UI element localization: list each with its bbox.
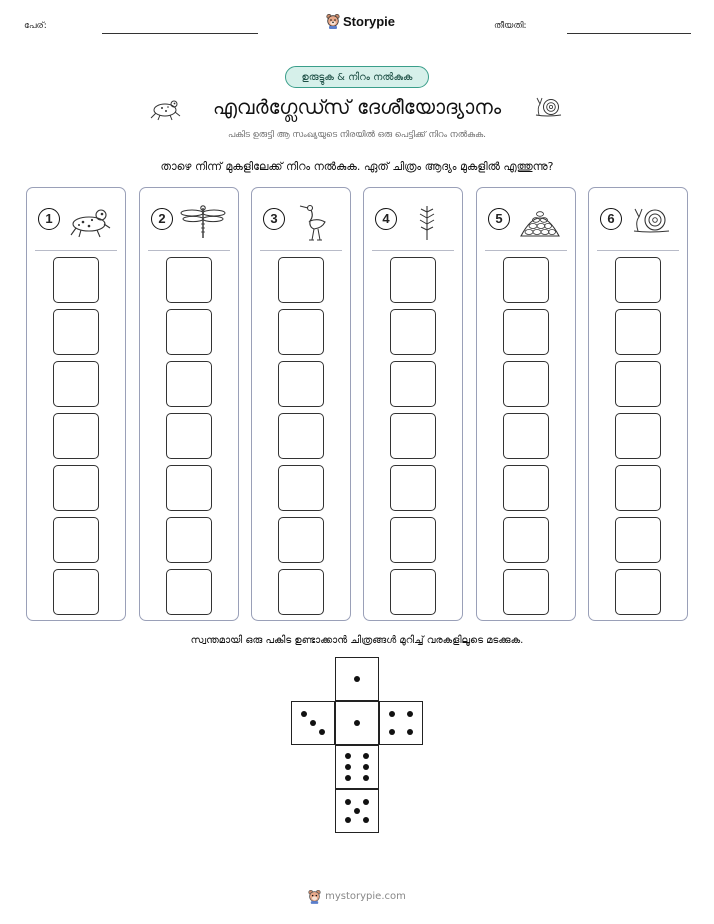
column-number: 6 [600, 208, 622, 230]
subtitle: പകിട ഉരുട്ടി ആ സംഖ്യയുടെ നിരയിൽ ഒരു പെട്ടിക്ക് നിറം നൽകുക. [228, 130, 486, 140]
color-box[interactable] [615, 413, 661, 459]
color-box[interactable] [503, 361, 549, 407]
color-box[interactable] [278, 413, 324, 459]
color-box[interactable] [166, 413, 212, 459]
brand-name: Storypie [343, 13, 396, 29]
die-face-lower [335, 745, 379, 789]
column-number: 1 [38, 208, 60, 230]
column-6 [588, 187, 688, 621]
frog-icon [67, 200, 113, 242]
color-box[interactable] [53, 413, 99, 459]
column-divider [372, 250, 454, 251]
color-box[interactable] [503, 465, 549, 511]
shell-mound-icon [517, 200, 563, 242]
color-box[interactable] [166, 569, 212, 615]
die-face-top [335, 657, 379, 701]
color-box[interactable] [503, 569, 549, 615]
column-number: 4 [375, 208, 397, 230]
column-2 [139, 187, 239, 621]
color-box[interactable] [53, 309, 99, 355]
pip [363, 753, 369, 759]
column-3 [251, 187, 351, 621]
pip [319, 729, 325, 735]
color-box[interactable] [53, 361, 99, 407]
color-box[interactable] [278, 517, 324, 563]
heron-icon [292, 200, 338, 242]
color-box[interactable] [53, 517, 99, 563]
column-divider [260, 250, 342, 251]
snail-icon [629, 200, 675, 242]
color-box[interactable] [615, 361, 661, 407]
column-number: 2 [151, 208, 173, 230]
color-box[interactable] [278, 309, 324, 355]
activity-badge: ഉരുട്ടുക & നിറം നൽകുക [285, 66, 429, 88]
pip [345, 764, 351, 770]
column-divider [148, 250, 230, 251]
die-face-bottom [335, 789, 379, 833]
column-number: 5 [488, 208, 510, 230]
pip [407, 729, 413, 735]
column-number: 3 [263, 208, 285, 230]
color-box[interactable] [53, 569, 99, 615]
color-box[interactable] [390, 309, 436, 355]
color-box[interactable] [615, 309, 661, 355]
color-box[interactable] [166, 517, 212, 563]
color-box[interactable] [615, 465, 661, 511]
column-4 [363, 187, 463, 621]
bear-mascot-icon [326, 13, 340, 29]
color-box[interactable] [390, 465, 436, 511]
pip [363, 799, 369, 805]
color-box[interactable] [278, 569, 324, 615]
color-box[interactable] [390, 361, 436, 407]
snail-title-icon [533, 94, 565, 120]
storypie-logo [326, 13, 395, 29]
color-box[interactable] [615, 517, 661, 563]
date-line[interactable] [567, 33, 691, 34]
pip [363, 764, 369, 770]
pip [345, 817, 351, 823]
color-box[interactable] [503, 257, 549, 303]
color-box[interactable] [615, 257, 661, 303]
name-label: പേര്: [24, 21, 47, 31]
footer [0, 889, 714, 904]
color-box[interactable] [615, 569, 661, 615]
pip [301, 711, 307, 717]
pip [345, 753, 351, 759]
sawgrass-icon [404, 200, 450, 242]
column-divider [597, 250, 679, 251]
page-title: എവർഗ്ലേഡ്സ് ദേശീയോദ്യാനം [212, 95, 502, 119]
pip [354, 808, 360, 814]
column-divider [35, 250, 117, 251]
color-box[interactable] [53, 465, 99, 511]
color-box[interactable] [166, 361, 212, 407]
dragonfly-icon [180, 200, 226, 242]
pip [407, 711, 413, 717]
pip [354, 720, 360, 726]
die-face-right [379, 701, 423, 745]
die-face-left [291, 701, 335, 745]
color-box[interactable] [503, 517, 549, 563]
name-line[interactable] [102, 33, 258, 34]
pip [354, 676, 360, 682]
color-box[interactable] [503, 309, 549, 355]
pip [310, 720, 316, 726]
column-5 [476, 187, 576, 621]
footer-url[interactable]: mystorypie.com [325, 891, 406, 902]
pip [389, 729, 395, 735]
color-box[interactable] [278, 465, 324, 511]
color-box[interactable] [278, 257, 324, 303]
pip [363, 817, 369, 823]
color-box[interactable] [390, 413, 436, 459]
color-box[interactable] [166, 309, 212, 355]
color-box[interactable] [390, 517, 436, 563]
column-1 [26, 187, 126, 621]
pip [345, 775, 351, 781]
color-box[interactable] [166, 257, 212, 303]
die-face-center [335, 701, 379, 745]
pip [389, 711, 395, 717]
color-box[interactable] [278, 361, 324, 407]
bear-mascot-icon [308, 889, 321, 904]
instruction-text: താഴെ നിന്ന് മുകളിലേക്ക് നിറം നൽകുക. ഏത് ചിത്രം ആദ്യം മുകളിൽ എത്തുന്നു? [160, 160, 554, 173]
color-box[interactable] [53, 257, 99, 303]
color-box[interactable] [390, 257, 436, 303]
color-box[interactable] [390, 569, 436, 615]
date-label: തീയതി: [494, 21, 527, 31]
pip [363, 775, 369, 781]
color-box[interactable] [503, 413, 549, 459]
color-box[interactable] [166, 465, 212, 511]
column-divider [485, 250, 567, 251]
fold-instruction: സ്വന്തമായി ഒരു പകിട ഉണ്ടാക്കാൻ ചിത്രങ്ങൾ മുറിച്ച് വരകളിലൂടെ മടക്കുക. [190, 635, 524, 646]
pip [345, 799, 351, 805]
